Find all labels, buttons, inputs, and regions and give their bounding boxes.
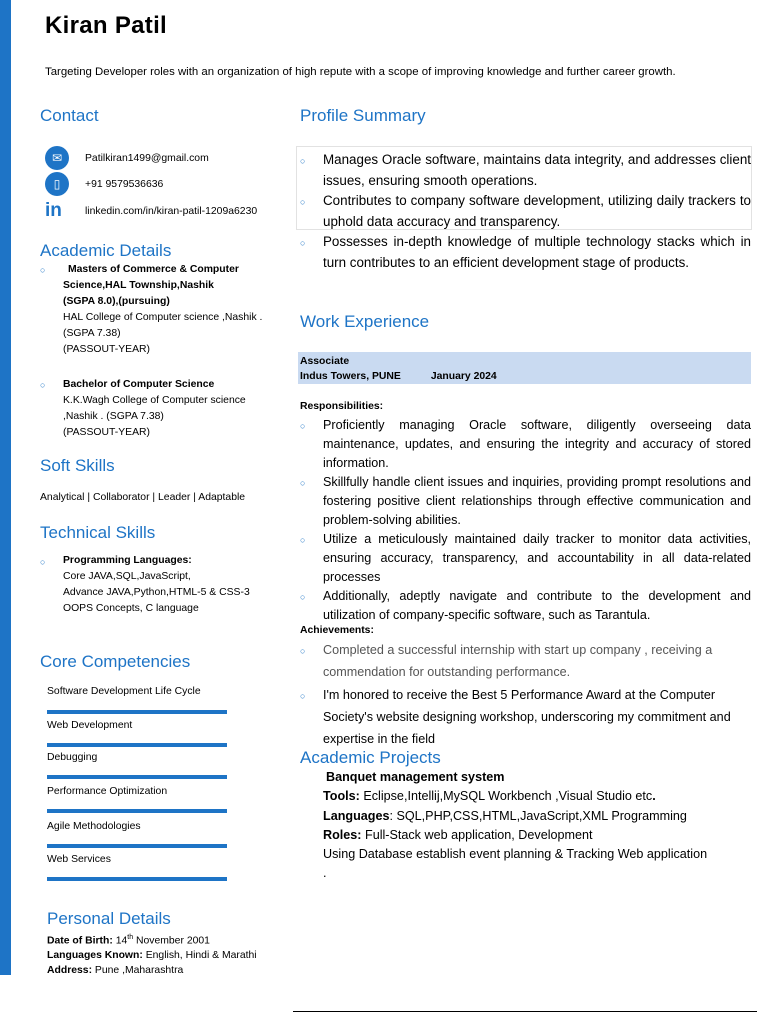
project-tools: Tools: Eclipse,Intellij,MySQL Workbench ,Visual Studio etc. [323,789,656,804]
job-company-row: Indus Towers, PUNE January 2024 [300,371,497,382]
competency-bar [47,844,227,848]
list-item: ○ Possesses in-depth knowledge of multiple technology stacks which in turn contributes to an efficient development stage of products. [300,232,751,273]
list-item: ○ Completed a successful internship with start up company , receiving a commendation for outstanding performance. [300,639,751,683]
competency-item: Performance Optimization [47,786,168,797]
competency-bar [47,877,227,881]
candidate-name: Kiran Patil [45,12,167,39]
competency-bar [47,710,227,714]
contact-heading: Contact [40,106,99,125]
competency-bar [47,743,227,747]
competency-item: Web Development [47,720,133,731]
competency-bar [47,809,227,813]
bullet-icon: ○ [40,557,46,567]
phone-icon: ▯ [45,172,69,196]
project-languages: Languages: SQL,PHP,CSS,HTML,JavaScript,XML Programming [323,808,687,823]
contact-phone-row [45,172,163,196]
competency-item: Web Services [47,854,111,865]
linkedin-icon: in [45,200,62,221]
list-item: ○ I'm honored to receive the Best 5 Performance Award at the Computer Society's website designing workshop, underscoring my commitment and expertise in the field [300,684,751,750]
list-item: ○ Manages Oracle software, maintains data integrity, and addresses client issues, ensuring smooth operations. [300,150,751,191]
job-role: Associate [300,356,350,367]
project-roles: Roles: Full-Stack web application, Development [323,827,593,842]
phone-text: +91 9579536636 [85,178,164,190]
technical-skills-list: Programming Languages: Core JAVA,SQL,JavaScript, Advance JAVA,Python,HTML-5 & CSS-3 OOPS Concepts, C language [63,555,250,614]
list-item: ○ Contributes to company software development, utilizing daily trackers to uphold data accuracy and transparency. [300,191,751,232]
technical-skills-heading: Technical Skills [40,523,156,542]
profile-summary-list [300,150,751,273]
bullet-icon: ○ [40,380,46,390]
footer-divider [293,1011,757,1012]
project-description: Using Database establish event planning & Tracking Web application [323,847,708,862]
list-item: ○ Additionally, adeptly navigate and contribute to the development and utilization of company-specific software, such as Tarantula. [300,587,751,625]
list-item: ○ Skillfully handle client issues and inquiries, providing prompt resolutions and fostering positive client relationships through effective communication and problem-solving abilities. [300,473,751,530]
work-experience-heading: Work Experience [300,312,430,331]
academic-item-bachelor: Bachelor of Computer Science K.K.Wagh College of Computer science ,Nashik . (SGPA 7.38) (PASSOUT-YEAR) [63,379,246,438]
achievements-label: Achievements: [300,625,374,636]
soft-skills-heading: Soft Skills [40,456,115,475]
soft-skills-text: Analytical | Collaborator | Leader | Adaptable [40,492,246,503]
career-objective: Targeting Developer roles with an organization of high repute with a scope of improving knowledge and further career growth. [45,66,676,78]
email-icon: ✉ [45,146,69,170]
core-competencies-heading: Core Competencies [40,652,191,671]
left-accent-bar [0,0,11,975]
address-row: Address: Pune ,Maharashtra [47,965,184,977]
contact-email-row [45,146,209,170]
dob-row: Date of Birth: 14th November 2001 [47,934,210,947]
competency-bar [47,775,227,779]
competency-item: Agile Methodologies [47,821,141,832]
academic-item-masters: Masters of Commerce & Computer Science,HAL Township,Nashik (SGPA 8.0),(pursuing) HAL College of Computer science ,Nashik . (SGPA 7.38) (PASSOUT-YEAR) [63,264,263,355]
profile-summary-heading: Profile Summary [300,106,426,125]
achievements-list [300,639,751,750]
responsibilities-label: Responsibilities: [300,401,384,412]
languages-row: Languages Known: English, Hindi & Marathi [47,950,257,962]
project-details [323,768,763,884]
personal-details-heading: Personal Details [47,909,171,928]
responsibilities-list [300,416,751,625]
project-description-end: . [323,866,327,881]
project-title: Banquet management system [326,770,505,784]
competency-item: Debugging [47,752,98,763]
contact-linkedin-row [45,200,257,222]
job-header [300,354,497,384]
competency-item: Software Development Life Cycle [47,686,201,697]
linkedin-text[interactable]: linkedin.com/in/kiran-patil-1209a6230 [85,205,258,217]
email-text[interactable]: Patilkiran1499@gmail.com [85,152,209,164]
personal-details [47,930,287,978]
bullet-icon: ○ [40,265,46,275]
list-item: ○ Utilize a meticulously maintained daily tracker to monitor data activities, ensuring accuracy, transparency, and accountability in all data-related processes [300,530,751,587]
academic-projects-heading: Academic Projects [300,748,441,767]
academic-heading: Academic Details [40,241,172,260]
list-item: ○ Proficiently managing Oracle software, diligently overseeing data maintenance, updates, and ensuring the integrity and accuracy of stored information. [300,416,751,473]
